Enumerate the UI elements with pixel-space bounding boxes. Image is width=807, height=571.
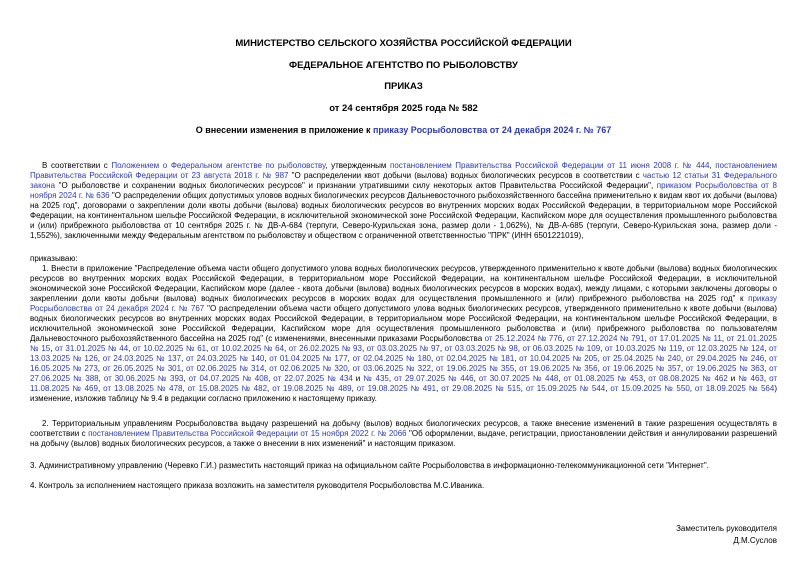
doc-link[interactable]: от 03.06.2025 № 322	[352, 363, 431, 373]
text-segment: ,	[644, 333, 650, 343]
text-segment: 1. Внести в приложение "Распределение объема части общего допустимого улова водных биологических ресурсов, утвержденного применительно к квоте добычи (вылова) водных биологических ресурсов во внутренних морских водах Российской Федерации, в территориальном море Российской Федерации, на континентальном шельфе Российской Федерации, в исключительной экономической зоне Российской Федерации, Каспийском море (далее - квота добычи (вылова) водных биологических ресурсов в морских водах), между лицами, с которыми заключены договоры о закреплении доли квоты добычи (вылова) водных биологических ресурсов в морских водах для осуществления промышленного и (или) прибрежного рыболовства на 2025 год" к	[30, 263, 777, 303]
doc-link[interactable]: от 10.03.2025 № 119	[604, 343, 682, 353]
doc-link[interactable]: от 02.06.2025 № 314	[185, 363, 265, 373]
doc-link[interactable]: от 02.04.2025 № 180	[352, 353, 431, 363]
doc-link[interactable]: от 29.08.2025 № 515	[441, 383, 521, 393]
doc-link[interactable]: от 10.02.2025 № 64	[210, 343, 285, 353]
text-segment: ,	[97, 353, 103, 363]
text-segment: ,	[605, 383, 611, 393]
text-segment: и	[352, 373, 364, 383]
doc-link[interactable]: от 08.08.2025 № 462	[648, 373, 728, 383]
doc-link[interactable]: постановлением Правительства Российской Федерации от 15 ноября 2022 г. № 2066	[88, 428, 407, 438]
item-4-paragraph	[30, 481, 777, 491]
text-segment: ) изменение, изложив таблицу № 9.4 в редакции согласно приложению к настоящему приказу.	[30, 383, 777, 403]
doc-link[interactable]: от 25.12.2024 № 776	[484, 333, 563, 343]
text-segment: "О распределении общих допустимых уловов водных биологических ресурсов Дальневосточного рыбохозяйственного бассейна применительно к видам квот их добычи (вылова) на 2025 год", договорами о закреплении доли квоты добычи (вылова) водных биологических ресурсов во внутренних морских водах Российской Федерации, в территориальном море Российской Федерации, на континентальном шельфе Российской Федерации, в исключительной экономической зоне Российской Федерации, Каспийском море для осуществления промышленного рыболовства и (или) прибрежного рыболовства от 10 сентября 2025 г. № ДВ-А-684 (терпуги, Северо-Курильская зона, размер доли - 1,062%), № ДВ-А-685 (терпуги, Северо-Курильская зона, размер доли - 1,552%), заключенными между Федеральным агентством по рыболовству и обществом с ограниченной ответственностью "ПРК" (ИНН 6501221019),	[30, 190, 777, 240]
doc-link[interactable]: от 26.02.2025 № 93	[288, 343, 362, 353]
document-title	[30, 125, 777, 136]
document-header	[30, 38, 777, 136]
text-segment: ,	[97, 383, 104, 393]
doc-link[interactable]: от 29.04.2025 № 246	[685, 353, 765, 363]
text-segment: 3. Административному управлению (Черевко Г.И.) разместить настоящий приказ на официальном сайте Росрыболовства в информационно-телекоммуникационной сети "Интернет".	[30, 460, 709, 470]
text-segment: ,	[681, 343, 687, 353]
doc-link[interactable]: от 19.08.2025 № 491	[356, 383, 437, 393]
text-segment: "О распределении квот добычи (вылова) водных биологических ресурсов в соответствии с	[288, 170, 643, 180]
text-segment: ,	[50, 343, 55, 353]
doc-link[interactable]: № 463	[738, 373, 764, 383]
text-segment: и	[727, 373, 739, 383]
doc-link[interactable]: от 01.04.2025 № 177	[269, 353, 348, 363]
doc-link[interactable]: от 18.09.2025 № 564	[694, 383, 775, 393]
doc-link[interactable]: от 22.07.2025 № 434	[273, 373, 353, 383]
doc-link[interactable]: от 03.03.2025 № 98	[444, 343, 518, 353]
text-segment: ,	[473, 373, 479, 383]
doc-link[interactable]: от 19.06.2025 № 357	[602, 363, 681, 373]
doc-link[interactable]: от 19.06.2025 № 355	[435, 363, 515, 373]
text-segment: ,	[600, 343, 605, 353]
doc-link[interactable]: от 12.03.2025 № 124	[686, 343, 765, 353]
doc-link[interactable]: от 13.08.2025 № 478	[103, 383, 183, 393]
doc-link[interactable]: от 02.06.2025 № 320	[269, 363, 348, 373]
text-segment: ,	[558, 373, 564, 383]
text-segment: ,	[597, 353, 603, 363]
signature-name: Д.М.Суслов	[733, 535, 777, 545]
text-segment: ,	[430, 353, 436, 363]
text-segment: ,	[562, 333, 567, 343]
doc-link[interactable]: от 19.06.2025 № 356	[519, 363, 598, 373]
ministry-name: МИНИСТЕРСТВО СЕЛЬСКОГО ХОЗЯЙСТВА РОССИЙСКОЙ ФЕДЕРАЦИИ	[235, 38, 572, 49]
preamble-paragraph	[30, 161, 777, 241]
text-segment: 4. Контроль за исполнением настоящего приказа возложить на заместителя руководителя Росрыболовства М.С.Иваника.	[30, 480, 485, 490]
text-segment: ,	[764, 353, 770, 363]
doc-type: ПРИКАЗ	[384, 81, 423, 92]
doc-link[interactable]: от 01.08.2025 № 453	[563, 373, 644, 383]
doc-link[interactable]: от 04.07.2025 № 408	[188, 373, 269, 383]
text-segment: ,	[264, 353, 270, 363]
doc-link[interactable]: от 19.08.2025 № 489	[272, 383, 352, 393]
text-segment: "О распределении объема части общего допустимого улова водных биологических ресурсов, утвержденного применительно к квоте добычи (вылова) водных биологических ресурсов во внутренних морских водах Российской Федерации, в территориальном море Российской Федерации, на континентальном шельфе Российской Федерации, в исключительной экономической зоне Российской Федерации, Каспийском море для осуществления промышленного рыболовства и (или) прибрежного рыболовства по пользователям Дальневосточного рыбохозяйственного бассейна на 2025 год" (с изменениями, внесенными приказами Росрыболовства	[30, 303, 777, 343]
text-segment: ,	[680, 363, 686, 373]
doc-link[interactable]: от 25.04.2025 № 240	[602, 353, 681, 363]
text-segment: ,	[98, 373, 104, 383]
doc-link[interactable]: от 17.01.2025 № 11	[649, 333, 722, 343]
item-1-paragraph	[30, 264, 777, 404]
text-segment: ,	[514, 363, 520, 373]
text-segment: ,	[181, 363, 186, 373]
text-segment: 2. Территориальным управлениям Росрыболовства выдачу разрешений на добычу (вылов) водных биологических ресурсов, а также внесение изменений в такие разрешения осуществлять в соответствии с	[30, 418, 777, 438]
text-segment: В соответствии с	[42, 160, 112, 170]
doc-link[interactable]: от 30.07.2025 № 448	[478, 373, 559, 383]
text-segment: "Об оформлении, выдаче, регистрации, приостановлении действия и аннулировании разрешений на добычу (вылов) водных биологических ресурсов, а также о внесении в них изменений" и настоящим приказом.	[30, 428, 777, 448]
text-segment: ,	[128, 343, 133, 353]
doc-link[interactable]: приказом Росрыболовства от 8 ноября 2024 г. № 636	[30, 180, 777, 200]
text-segment: ,	[764, 363, 770, 373]
doc-link[interactable]: от 29.07.2025 № 446	[394, 373, 474, 383]
doc-link[interactable]: от 24.03.2025 № 140	[185, 353, 265, 363]
text-segment: ,	[97, 363, 103, 373]
doc-link[interactable]: приказу Росрыболовства от 24 декабря 2024 г. № 767	[372, 124, 612, 135]
text-segment: ,	[182, 383, 188, 393]
doc-link[interactable]: от 15.08.2025 № 482	[187, 383, 268, 393]
signature-block	[30, 523, 777, 547]
doc-link[interactable]: от 11.08.2025 № 469	[30, 373, 777, 393]
text-segment: ,	[520, 383, 526, 393]
text-segment: ,	[514, 353, 520, 363]
doc-link[interactable]: от 15.09.2025 № 550	[610, 383, 690, 393]
doc-link[interactable]: Положением о Федеральном агентстве по рыболовству	[111, 160, 326, 170]
text-segment: ,	[430, 363, 436, 373]
doc-link[interactable]: от 15.09.2025 № 544	[525, 383, 606, 393]
doc-link[interactable]: от 30.06.2025 № 393	[103, 373, 184, 383]
doc-link[interactable]: от 21.01.2025 № 15	[30, 333, 777, 353]
text-segment: ,	[517, 343, 523, 353]
text-segment: ,	[388, 373, 395, 383]
doc-link[interactable]: от 03.03.2025 № 97	[366, 343, 440, 353]
text-segment: ,	[206, 343, 211, 353]
item-3-paragraph	[30, 461, 777, 471]
doc-date-number: от 24 сентября 2025 года № 582	[329, 102, 478, 114]
doc-link[interactable]: от 06.03.2025 № 109	[522, 343, 601, 353]
doc-link[interactable]: от 27.12.2024 № 791	[566, 333, 645, 343]
doc-link[interactable]: от 02.04.2025 № 181	[435, 353, 515, 363]
doc-link[interactable]: от 19.06.2025 № 363	[685, 363, 765, 373]
text-segment: ,	[689, 383, 695, 393]
doc-link[interactable]: постановлением Правительства Российской Федерации от 23 августа 2018 г. № 987	[30, 160, 777, 180]
text-segment: ,	[763, 373, 770, 383]
decree-word: приказываю:	[30, 253, 78, 263]
doc-link[interactable]: № 435	[363, 373, 389, 383]
doc-link[interactable]: от 10.02.2025 № 61	[132, 343, 207, 353]
text-segment: ,	[284, 343, 289, 353]
doc-link[interactable]: от 13.03.2025 № 126	[30, 343, 777, 363]
text-segment: ,	[709, 160, 716, 170]
text-segment: ,	[439, 343, 445, 353]
item-2-paragraph	[30, 419, 777, 449]
text-segment: ,	[436, 383, 442, 393]
text-segment: ,	[764, 343, 770, 353]
doc-link[interactable]: частью 12 статьи 31 Федерального закона	[30, 170, 777, 190]
text-segment: ,	[347, 353, 353, 363]
text-segment: ,	[264, 363, 270, 373]
text-segment: "О рыболовстве и сохранении водных биологических ресурсов" и признании утратившими силу некоторых актов Правительства Российской Федерации",	[55, 180, 657, 190]
text-segment: О внесении изменения в приложение к	[195, 124, 373, 135]
text-segment: ,	[351, 383, 357, 393]
text-segment: ,	[680, 353, 686, 363]
doc-link[interactable]: от 26.05.2025 № 301	[102, 363, 182, 373]
text-segment: ,	[267, 383, 273, 393]
doc-link[interactable]: от 27.06.2025 № 388	[30, 363, 777, 383]
text-segment: ,	[183, 373, 189, 383]
text-segment: ,	[361, 343, 367, 353]
text-segment: , утвержденным	[325, 160, 390, 170]
text-segment: ,	[347, 363, 353, 373]
text-segment: ,	[643, 373, 649, 383]
text-segment: ,	[597, 363, 603, 373]
doc-link[interactable]: приказу Росрыболовства от 24 декабря 2024 г. № 767	[30, 293, 777, 313]
doc-link[interactable]: от 31.01.2025 № 44	[54, 343, 129, 353]
text-segment: ,	[721, 333, 727, 343]
doc-link[interactable]: от 16.05.2025 № 273	[30, 353, 777, 373]
text-segment: ,	[268, 373, 274, 383]
doc-link[interactable]: постановлением Правительства Российской Федерации от 11 июня 2008 г. № 444	[390, 160, 710, 170]
doc-link[interactable]: от 10.04.2025 № 205	[519, 353, 598, 363]
agency-name: ФЕДЕРАЛЬНОЕ АГЕНТСТВО ПО РЫБОЛОВСТВУ	[289, 59, 518, 71]
doc-link[interactable]: от 24.03.2025 № 137	[102, 353, 182, 363]
text-segment: ,	[181, 353, 186, 363]
signature-position: Заместитель руководителя	[676, 523, 777, 533]
